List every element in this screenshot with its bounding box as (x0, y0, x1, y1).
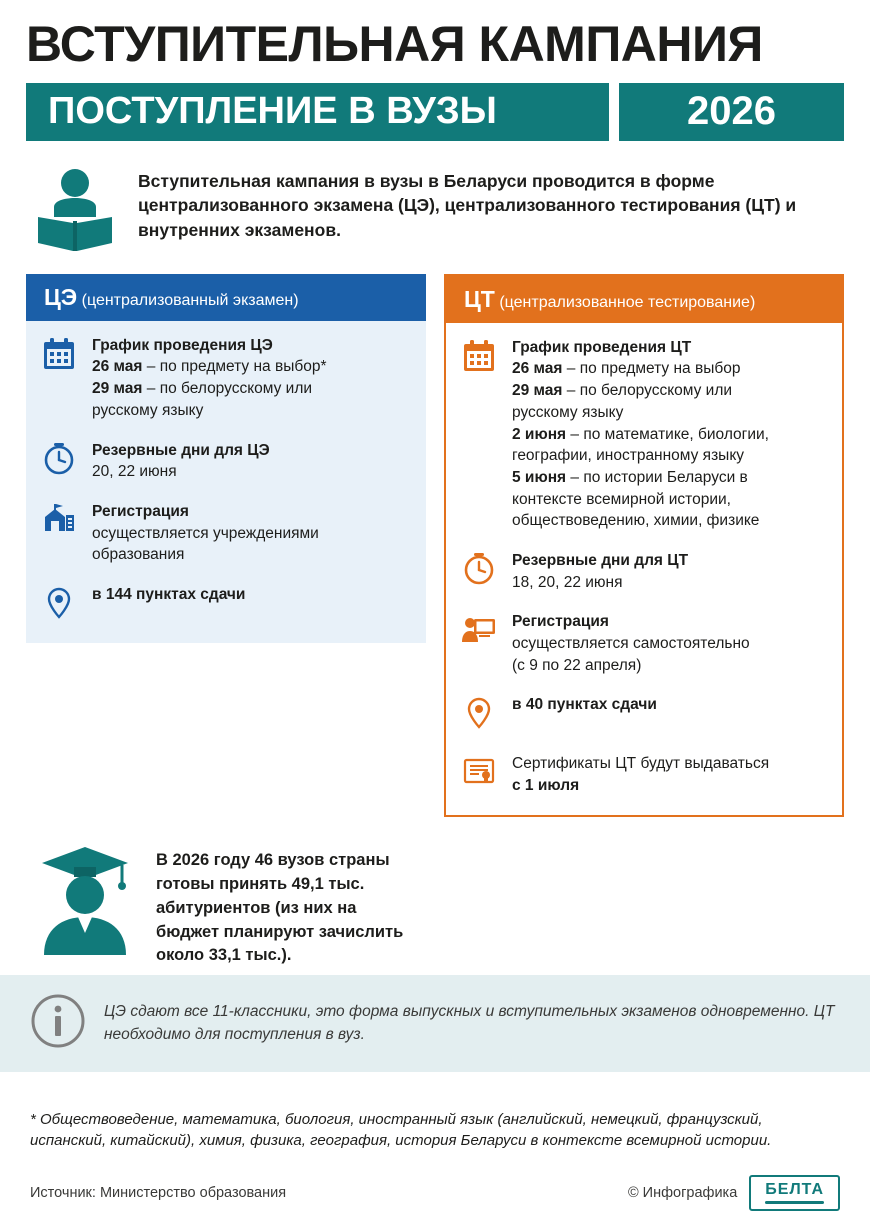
list-item-text (512, 753, 769, 796)
ct-card (444, 274, 844, 817)
list-item-text (512, 611, 750, 676)
intro-text: Вступительная кампания в вузы в Беларуси проводится в форме централизованного экзамена (ЦЭ), централизованного тестирования (ЦТ) и внутренних экзаменов. (138, 170, 797, 241)
list-item (42, 335, 410, 422)
text-rest: Сертификаты ЦТ будут выдаваться (512, 755, 770, 773)
list-item-text (512, 694, 657, 716)
header (0, 0, 870, 141)
footer (0, 1162, 870, 1224)
text-rest: – по белорусскому или (562, 382, 733, 400)
list-item (462, 753, 826, 796)
list-item-text (92, 501, 319, 566)
text-bold: в 144 пунктах сдачи (92, 585, 246, 603)
text-rest: осуществляется учреждениями (92, 524, 319, 542)
text-bold: 29 мая (512, 382, 563, 400)
cze-code: ЦЭ (44, 283, 78, 310)
graduate-block (0, 817, 440, 969)
text-bold: Регистрация (512, 613, 609, 631)
registration-icon (462, 611, 498, 652)
cze-card (26, 274, 426, 643)
list-item (462, 611, 826, 676)
text-rest: 18, 20, 22 июня (512, 573, 623, 591)
clock-icon (462, 550, 498, 591)
cze-card-header (26, 274, 426, 321)
ct-code: ЦТ (464, 285, 495, 312)
text-bold: в 40 пунктах сдачи (512, 696, 657, 714)
list-item-text (512, 337, 769, 532)
list-item (462, 550, 826, 593)
text-rest: – по белорусскому или (142, 380, 313, 398)
list-item (462, 337, 826, 532)
text-rest: (с 9 по 22 апреля) (512, 656, 642, 674)
belta-logo-text: БЕЛТА (765, 1181, 824, 1198)
source-text: Источник: Министерство образования (30, 1185, 287, 1201)
intro-block (0, 141, 870, 264)
cze-card-body (26, 321, 426, 643)
text-bold: График проведения ЦЭ (92, 336, 273, 354)
text-rest: – по предмету на выбор* (142, 358, 327, 376)
year-banner: 2026 (619, 83, 844, 141)
map-pin-icon (42, 584, 78, 625)
text-bold: График проведения ЦТ (512, 338, 692, 356)
graduate-icon (30, 837, 140, 962)
ct-card-header (444, 274, 844, 323)
calendar-icon (462, 337, 498, 378)
text-bold: 26 мая (92, 358, 143, 376)
text-rest: осуществляется самостоятельно (512, 635, 750, 653)
text-rest: русскому языку (512, 403, 624, 421)
footnote: * Обществоведение, математика, биология, иностранный язык (английский, немецкий, французский, испанский, китайский), химия, физика, география, история Беларуси в контексте всемирной истории. (30, 1110, 772, 1150)
clock-icon (42, 440, 78, 481)
text-rest: географии, иностранному языку (512, 447, 745, 465)
columns (0, 264, 870, 817)
note-text: ЦЭ сдают все 11-классники, это форма выпускных и вступительных экзаменов одновременно. ЦТ необходимо для поступления в вуз. (104, 1003, 835, 1043)
text-bold: 26 мая (512, 360, 563, 378)
subtitle-row (26, 83, 844, 141)
list-item-text (92, 440, 270, 483)
text-bold: 2 июня (512, 425, 567, 443)
info-icon (30, 993, 86, 1054)
text-rest: русскому языку (92, 401, 204, 419)
graduate-text: В 2026 году 46 вузов страны готовы принять 49,1 тыс. абитуриентов (из них на бюджет планируют зачислить около 33,1 тыс.). (156, 850, 404, 965)
belta-logo-swoosh (765, 1201, 824, 1204)
text-bold: 29 мая (92, 380, 143, 398)
subtitle-banner: ПОСТУПЛЕНИЕ В ВУЗЫ (26, 83, 609, 141)
list-item (462, 694, 826, 735)
text-rest: обществоведению, химии, физике (512, 512, 760, 530)
list-item (42, 501, 410, 566)
text-bold: Резервные дни для ЦЭ (92, 441, 270, 459)
list-item-text (92, 335, 326, 422)
text-rest: – по предмету на выбор (562, 360, 741, 378)
belta-logo (749, 1175, 840, 1211)
calendar-icon (42, 335, 78, 376)
certificate-icon (462, 753, 498, 794)
text-rest: – по истории Беларуси в (566, 468, 748, 486)
cze-explanation: (централизованный экзамен) (81, 291, 299, 309)
map-pin-icon (462, 694, 498, 735)
ct-explanation: (централизованное тестирование) (499, 293, 756, 311)
list-item-text (92, 584, 245, 606)
note-bar (0, 975, 870, 1072)
text-bold: Резервные дни для ЦТ (512, 551, 689, 569)
list-item (42, 584, 410, 625)
school-icon (42, 501, 78, 542)
list-item (42, 440, 410, 483)
reader-icon (30, 163, 120, 258)
text-rest: 20, 22 июня (92, 463, 177, 481)
text-rest: образования (92, 546, 185, 564)
text-bold: 5 июня (512, 468, 567, 486)
text-bold: с 1 июля (512, 777, 580, 795)
text-rest: – по математике, биологии, (566, 425, 769, 443)
credit-text: © Инфографика (627, 1185, 738, 1201)
page-title: ВСТУПИТЕЛЬНАЯ КАМПАНИЯ (26, 16, 763, 72)
ct-card-body (444, 323, 844, 817)
text-bold: Регистрация (92, 502, 189, 520)
text-rest: контексте всемирной истории, (512, 490, 731, 508)
list-item-text (512, 550, 688, 593)
